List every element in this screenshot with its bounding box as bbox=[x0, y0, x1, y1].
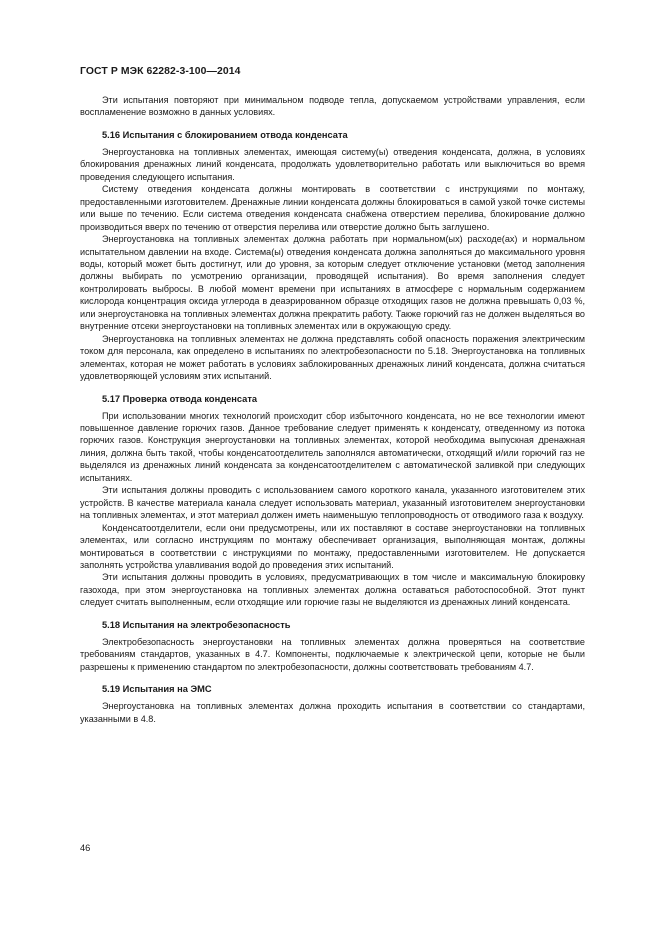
section-title-5-16: 5.16 Испытания с блокированием отвода конденсата bbox=[102, 129, 348, 140]
page-number: 46 bbox=[80, 843, 91, 853]
section-5-16-paragraph: Энергоустановка на топливных элементах должна работать при нормальном(ых) расходе(ах) и нормальном испытательном давлении на входе. Система(ы) отведения конденсата должна заполняться до максимального уровня воды, который может быть достигнут, или до уровня, за которым следует отключение установки (метод заполнения должны выбирать по усмотрению организации, проводящей испытания). Во время заполнения следует контролировать выбросы. В любой момент времени при испытаниях в атмосфере с нормальным содержанием кислорода концентрация оксида углерода в деаэрированном образце отходящих газов не должна превышать 0,03 %, или энергоустановка на топливных элементах должна прекратить работу. Также горючий газ не должен выделяться во внутренние отсеки энергоустановки на топливных элементах или в окружающую среду. bbox=[80, 234, 585, 332]
section-title-5-19: 5.19 Испытания на ЭМС bbox=[102, 684, 212, 695]
section-5-16-paragraph: Энергоустановка на топливных элементах не должна представлять собой опасность поражения электрическим током для персонала, как определено в испытаниях по электробезопасности по 5.18. Энергоустановка на топливных элементах, которая не может работать в условиях заблокированных дренажных линий конденсата, должна считаться удовлетворяющей условиям этих испытаний. bbox=[80, 333, 585, 382]
section-5-17-paragraph: При использовании многих технологий происходит сбор избыточного конденсата, но не все технологии имеют повышенное давление горючих газов. Данное требование следует применять к конденсату, отведенному из потока горючих газов. Конструкция энергоустановки на топливных элементах, которой необходима выпускная дренажная линия, должна быть такой, чтобы конденсатоотделитель заполнялся автоматически, отходящий и/или горючий газ не выделялся из дренажных линий конденсата за конденсатоотделителем с автоматической заливкой при следующих испытаниях. bbox=[80, 410, 585, 483]
section-5-18-paragraph: Электробезопасность энергоустановки на топливных элементах должна проверяться на соответствие требованиям стандартов, указанных в 4.7. Компоненты, подключаемые к электрической цепи, которые не были разрешены к применению стандартом по электробезопасности, должны соответствовать требованиям 4.7. bbox=[80, 636, 585, 672]
section-5-17-paragraph: Эти испытания должны проводить с использованием самого короткого канала, указанного изготовителем этих устройств. В качестве материала канала следует использовать материал, указанный изготовителем энергоустановки на топливных элементах, и этот материал должен иметь наименьшую теплопроводность от отводимого газа к воздуху. bbox=[80, 485, 585, 521]
section-5-16-paragraph: Энергоустановка на топливных элементах, имеющая систему(ы) отведения конденсата, должна, в условиях блокирования дренажных линий конденсата, продолжать удовлетворительно работать или выключиться во время проведения следующего испытания. bbox=[80, 146, 585, 182]
section-5-17-paragraph: Конденсатоотделители, если они предусмотрены, или их поставляют в составе энергоустановки на топливных элементах, или согласно инструкциям по монтажу обеспечивает организация, выполняющая монтаж, должны монтироваться в соответствии с инструкциями по монтажу, предоставленными изготовителем. Не допускается заполнять устройства улавливания водой до проведения этих испытаний. bbox=[80, 522, 585, 570]
intro-paragraph: Эти испытания повторяют при минимальном подводе тепла, допускаемом устройствами управления, если воспламенение возможно в данных условиях. bbox=[80, 95, 585, 118]
document-header: ГОСТ Р МЭК 62282-3-100—2014 bbox=[80, 66, 241, 77]
section-title-5-17: 5.17 Проверка отвода конденсата bbox=[102, 393, 258, 404]
section-5-19-paragraph: Энергоустановка на топливных элементах должна проходить испытания в соответствии со стандартами, указанными в 4.8. bbox=[80, 701, 585, 724]
document-body bbox=[80, 94, 585, 725]
section-5-17-paragraph: Эти испытания должны проводить в условиях, предусматривающих в том числе и максимальную блокировку газохода, при этом энергоустановка на топливных элементах должна оставаться работоспособной. Этот пункт следует считать выполненным, если отходящие или горючие газы не выделяются из дренажных линий конденсата. bbox=[80, 572, 585, 608]
section-title-5-18: 5.18 Испытания на электробезопасность bbox=[102, 619, 291, 630]
section-5-16-paragraph: Систему отведения конденсата должны монтировать в соответствии с инструкциями по монтажу, предоставленными изготовителем. Дренажные линии конденсата должны блокироваться в самой узкой точке системы или выше по течению. Если система отведения конденсата снабжена отверстием перелива, блокирование должно производиться вверх по течению от отверстия перелива или отверстие должно быть заглушено. bbox=[80, 184, 585, 232]
